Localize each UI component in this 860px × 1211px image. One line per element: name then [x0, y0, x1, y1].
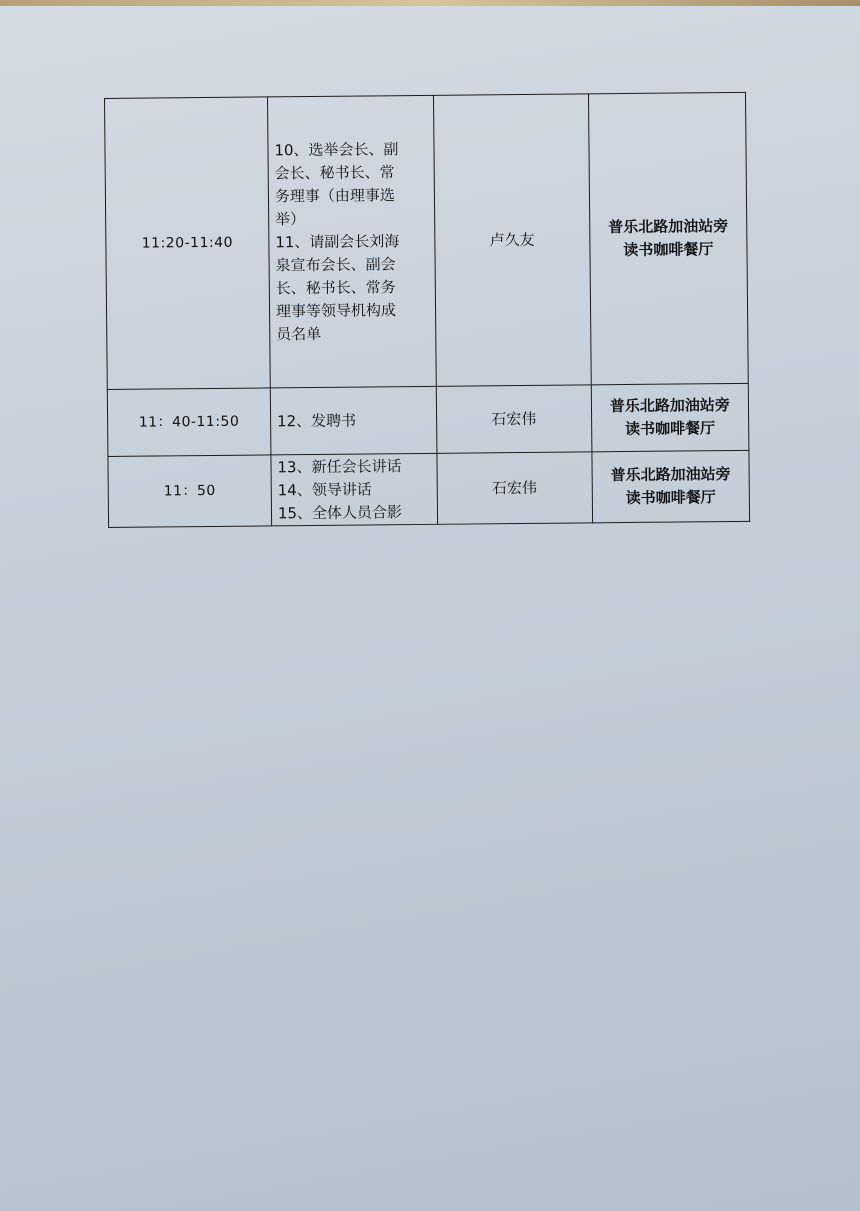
- agenda-items-cell: [270, 386, 436, 455]
- time-cell: 11：40-11:50: [107, 388, 271, 457]
- agenda-item-line: 13、新任会长讲话: [277, 456, 402, 476]
- place-line: 读书咖啡餐厅: [623, 240, 714, 260]
- agenda-item-line: 举）: [274, 209, 306, 228]
- agenda-item-line: 10、选举会长、副: [274, 139, 399, 159]
- time-cell: 11：50: [108, 455, 272, 528]
- schedule-table: [104, 92, 750, 528]
- place-line: 普乐北路加油站旁: [609, 396, 730, 416]
- host-cell: 石宏伟: [437, 452, 593, 524]
- place-line: 普乐北路加油站旁: [608, 217, 729, 237]
- paper-sheet: [0, 6, 860, 1211]
- table-row: [105, 92, 749, 389]
- time-cell: 11:20-11:40: [105, 97, 271, 390]
- agenda-item-line: 泉宣布会长、副会: [275, 254, 396, 274]
- agenda-item-line: 理事等领导机构成: [275, 300, 397, 320]
- agenda-item-line: 14、领导讲话: [277, 479, 372, 499]
- agenda-item-line: 会长、秘书长、常: [274, 162, 395, 182]
- agenda-item-line: 务理事（由理事选: [274, 185, 395, 205]
- place-cell: [588, 92, 748, 384]
- agenda-item-line: 11、请副会长刘海: [275, 231, 400, 251]
- place-line: 读书咖啡餐厅: [625, 488, 716, 508]
- place-cell: [591, 383, 749, 452]
- agenda-items-cell: [271, 453, 437, 526]
- agenda-item-line: 12、发聘书: [276, 411, 357, 430]
- place-line: 普乐北路加油站旁: [610, 465, 731, 485]
- host-cell: 卢久友: [433, 94, 591, 386]
- table-row: [107, 383, 749, 456]
- agenda-items-cell: [267, 95, 435, 388]
- place-line: 读书咖啡餐厅: [625, 419, 716, 439]
- agenda-item-line: 长、秘书长、常务: [275, 277, 396, 297]
- host-cell: 石宏伟: [436, 385, 592, 453]
- agenda-item-line: 15、全体人员合影: [277, 502, 403, 522]
- place-cell: [592, 450, 750, 523]
- agenda-item-line: 员名单: [276, 324, 322, 343]
- table-row: [108, 450, 750, 527]
